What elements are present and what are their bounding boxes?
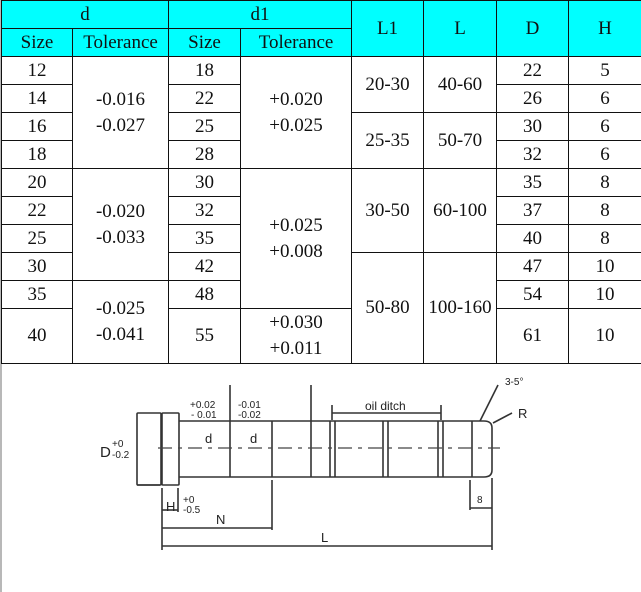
- H-label: H: [166, 499, 176, 514]
- header-d-size: Size: [2, 29, 73, 57]
- header-L: L: [424, 1, 497, 57]
- header-d1-size: Size: [169, 29, 241, 57]
- L-cell: 40-60: [424, 57, 497, 113]
- tol-lower: +0.008: [269, 240, 323, 262]
- H-cell: 8: [569, 169, 641, 197]
- D-cell: 61: [497, 309, 569, 364]
- d-tol1-upper: +0.02: [190, 400, 216, 411]
- d-size-cell: 20: [2, 169, 73, 197]
- L1-cell: 30-50: [352, 169, 424, 253]
- tol-lower: -0.041: [95, 324, 146, 345]
- angle-label: 3-5°: [505, 377, 524, 388]
- D-cell: 37: [497, 197, 569, 225]
- L-cell: 60-100: [424, 169, 497, 253]
- tol-lower: -0.033: [95, 226, 146, 248]
- tol-upper: -0.025: [95, 298, 146, 319]
- tol-upper: +0.030: [269, 312, 323, 333]
- d-size-cell: 40: [2, 309, 73, 364]
- d1-size-cell: 55: [169, 309, 241, 364]
- d1-size-cell: 30: [169, 169, 241, 197]
- header-d-tolerance: Tolerance: [73, 29, 169, 57]
- d1-size-cell: 32: [169, 197, 241, 225]
- d-label-2: d: [250, 431, 258, 446]
- L1-cell: 50-80: [352, 253, 424, 364]
- d1-size-cell: 28: [169, 141, 241, 169]
- table-row: [2, 57, 641, 85]
- d-size-cell: 18: [2, 141, 73, 169]
- H-cell: 8: [569, 225, 641, 253]
- tol-upper: +0.025: [269, 214, 323, 236]
- pin-head-collar: [162, 413, 179, 485]
- d-tol2-upper: -0.01: [238, 400, 261, 411]
- end-dim-label: 8: [477, 495, 483, 506]
- H-tol-upper: +0: [183, 495, 195, 506]
- d-size-cell: 30: [2, 253, 73, 281]
- D-cell: 30: [497, 113, 569, 141]
- R-label: R: [518, 406, 528, 421]
- d-tolerance-cell: [73, 57, 169, 169]
- d-tolerance-cell: [73, 169, 169, 281]
- tol-lower: +0.011: [269, 338, 323, 359]
- d1-tolerance-cell: [241, 57, 352, 169]
- d1-size-cell: 35: [169, 225, 241, 253]
- header-d1: d1: [169, 1, 352, 29]
- H-tol-lower: -0.5: [183, 505, 201, 516]
- H-cell: 6: [569, 141, 641, 169]
- d-size-cell: 14: [2, 85, 73, 113]
- d-size-cell: 35: [2, 281, 73, 309]
- d-tol1-lower: - 0.01: [191, 410, 217, 421]
- header-D: D: [497, 1, 569, 57]
- d1-tolerance-cell: [241, 309, 352, 364]
- H-cell: 10: [569, 309, 641, 364]
- H-cell: 6: [569, 85, 641, 113]
- H-cell: 6: [569, 113, 641, 141]
- L1-cell: 20-30: [352, 57, 424, 113]
- tol-lower: +0.025: [269, 114, 323, 136]
- D-tol-lower: -0.2: [112, 450, 130, 461]
- d-tol2-lower: -0.02: [238, 410, 261, 421]
- H-cell: 10: [569, 281, 641, 309]
- L-cell: 50-70: [424, 113, 497, 169]
- D-tol-upper: +0: [112, 439, 124, 450]
- D-label: D: [100, 444, 111, 461]
- guide-pin-spec-table: [1, 0, 641, 364]
- L-cell: 100-160: [424, 253, 497, 364]
- D-cell: 54: [497, 281, 569, 309]
- d-size-cell: 25: [2, 225, 73, 253]
- header-d: d: [2, 1, 169, 29]
- tol-upper: +0.020: [269, 88, 323, 110]
- tol-upper: -0.016: [95, 88, 146, 110]
- D-cell: 35: [497, 169, 569, 197]
- D-cell: 22: [497, 57, 569, 85]
- oil-ditch-label: oil ditch: [365, 399, 406, 413]
- d1-size-cell: 18: [169, 57, 241, 85]
- d-size-cell: 16: [2, 113, 73, 141]
- pin-head-flange: [137, 413, 161, 485]
- header-H: H: [569, 1, 641, 57]
- d-tolerance-cell: [73, 281, 169, 364]
- d-size-cell: 12: [2, 57, 73, 85]
- guide-pin-drawing: [0, 366, 641, 592]
- N-label: N: [216, 512, 226, 527]
- D-cell: 32: [497, 141, 569, 169]
- d-size-cell: 22: [2, 197, 73, 225]
- d-label-1: d: [205, 431, 213, 446]
- d1-size-cell: 25: [169, 113, 241, 141]
- D-cell: 40: [497, 225, 569, 253]
- H-cell: 10: [569, 253, 641, 281]
- D-cell: 26: [497, 85, 569, 113]
- d1-size-cell: 42: [169, 253, 241, 281]
- H-cell: 5: [569, 57, 641, 85]
- L-label: L: [321, 530, 329, 545]
- H-cell: 8: [569, 197, 641, 225]
- L1-cell: 25-35: [352, 113, 424, 169]
- table-row: [2, 169, 641, 197]
- tol-lower: -0.027: [95, 114, 146, 136]
- d1-tolerance-cell: [241, 169, 352, 309]
- d1-size-cell: 48: [169, 281, 241, 309]
- D-cell: 47: [497, 253, 569, 281]
- d1-size-cell: 22: [169, 85, 241, 113]
- tol-upper: -0.020: [95, 200, 146, 222]
- header-d1-tolerance: Tolerance: [241, 29, 352, 57]
- header-L1: L1: [352, 1, 424, 57]
